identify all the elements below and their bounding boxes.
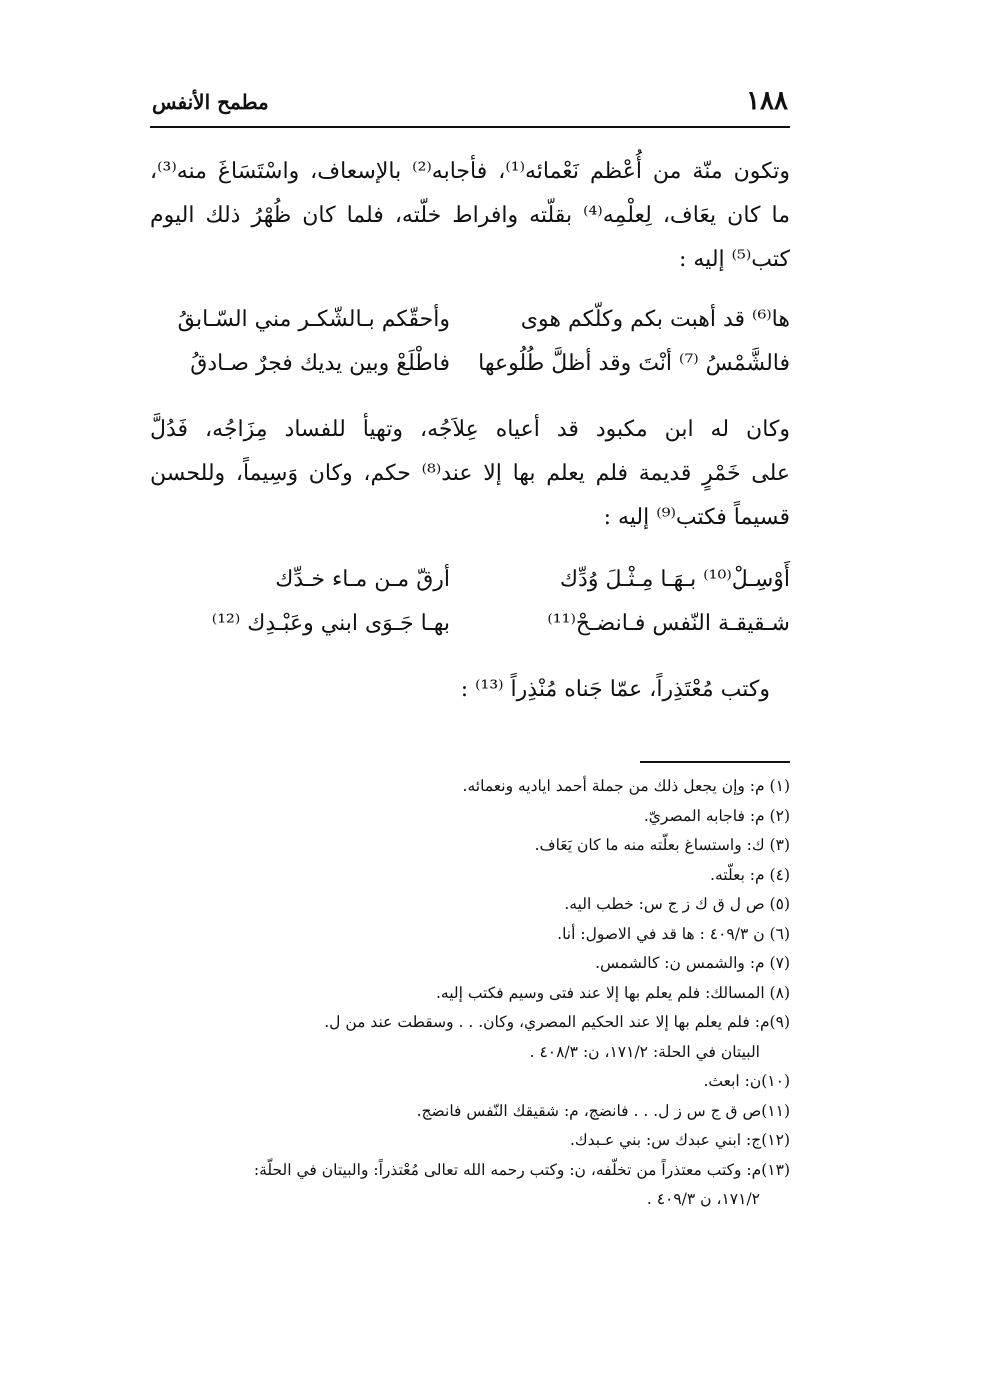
hemistich-second: أرقّ مـن مـاء خـدِّك xyxy=(275,567,450,592)
footnote: (١٠)ن: ابعث. xyxy=(703,1072,790,1090)
footnote-continuation: البيتان في الحلة: ١٧١/٢، ن: ٤٠٨/٣ . xyxy=(529,1042,760,1061)
hemistich-first: شـقيقـة النّفس فـانضـحْ⁽¹¹⁾ xyxy=(547,611,790,636)
paragraph-line: وتكون منّة من أُعْظم نَعْمائه⁽¹⁾، فأجابه⁽²⁾ بالإسعاف، واسْتَسَاغَ منه⁽³⁾، xyxy=(150,159,791,184)
paragraph-2 xyxy=(150,408,790,540)
paragraph-line: كتب⁽⁵⁾ إليه : xyxy=(678,247,790,272)
verse xyxy=(150,342,790,386)
footnote: (١٣)م: وكتب معتذراً من تخلّفه، ن: وكتب رحمه الله تعالى مُعْتذراً: والبيتان في الحلّة: xyxy=(253,1160,790,1179)
footnote: (٥) ص ل ق ك ز ج س: خطب اليه. xyxy=(564,895,790,913)
poem-2 xyxy=(150,558,790,646)
footnote-divider xyxy=(640,761,790,763)
page-number: ١٨٨ xyxy=(746,86,788,116)
hemistich-first: فالشَّمْسُ ⁽⁷⁾ أنْتَ وقد أظلَّ طُلُوعها xyxy=(478,351,790,376)
paragraph-1 xyxy=(150,150,790,282)
poem-1 xyxy=(150,298,790,386)
footnote: (١١)ص ق ج س ز ل. . . فانضج، م: شقيقك النّفس فانضج. xyxy=(416,1101,790,1120)
paragraph-line: وكان له ابن مكبود قد أعياه عِلاَجُه، وتهيأ للفساد مِزَاجُه، فَدُلَّ xyxy=(150,417,790,442)
footnote: (٤) م: بعلّته. xyxy=(710,865,790,884)
hemistich-second: فاطْلَعْ وبين يديك فجرٌ صـادقُ xyxy=(190,351,450,376)
footnote: (٧) م: والشمس ن: كالشمس. xyxy=(595,954,790,972)
paragraph-line: قسيماً فكتب⁽⁹⁾ إليه : xyxy=(603,505,790,530)
footnote: (٢) م: فاجابه المصريّ. xyxy=(643,806,790,825)
closing-line: وكتب مُعْتَذِراً، عمّا جَناه مُنْذِراً ⁽¹³⁾ : xyxy=(460,677,770,702)
verse xyxy=(150,298,790,342)
paragraph-line: على خَمْرٍ قديمة فلم يعلم بها إلا عند⁽⁸⁾ حكم، وكان وَسِيماً، وللحسن xyxy=(150,461,790,486)
verse xyxy=(150,602,790,646)
footnote: (٣) ك: واستساغ بعلّته منه ما كان يَعَاف. xyxy=(534,836,790,854)
hemistich-first: أَوْسِـلْ⁽¹⁰⁾ بـهَـا مِـثْـلَ وُدِّك xyxy=(559,567,790,592)
footnote: (٩)م: فلم يعلم بها إلا عند الحكيم المصري، وكان. . . وسقطت عند من ل. xyxy=(324,1013,790,1031)
footnote-continuation: ١٧١/٢، ن ٤٠٩/٣ . xyxy=(646,1190,760,1208)
hemistich-first: ها⁽⁶⁾ قد أهبت بكم وكلّكم هوى xyxy=(520,307,790,332)
footnote: (١٢)ج: ابني عبدك س: بني عـبدك. xyxy=(569,1131,790,1149)
running-header xyxy=(150,86,790,128)
hemistich-second: بهـا جَـوَى ابني وعَبْـدِك ⁽¹²⁾ xyxy=(211,611,450,636)
hemistich-second: وأحقّكم بـالشّكـر مني السّـابقُ xyxy=(177,307,450,332)
book-title: مطمح الأنفس xyxy=(152,90,269,114)
verse xyxy=(150,558,790,602)
footnote: (٨) المسالك: فلم يعلم بها إلا عند فتى وسيم فكتب إليه. xyxy=(435,983,790,1002)
paragraph-line: ما كان يعَاف، لِعلْمِه⁽⁴⁾ بقلّته وافراط خلّته، فلما كان ظُهْرُ ذلك اليوم xyxy=(150,203,790,228)
footnote: (١) م: وإن يجعل ذلك من جملة أحمد اياديه ونعمائه. xyxy=(462,777,790,795)
footnotes xyxy=(150,772,790,1215)
footnote: (٦) ن ٤٠٩/٣ : ها قد في الاصول: أنا. xyxy=(557,924,790,943)
